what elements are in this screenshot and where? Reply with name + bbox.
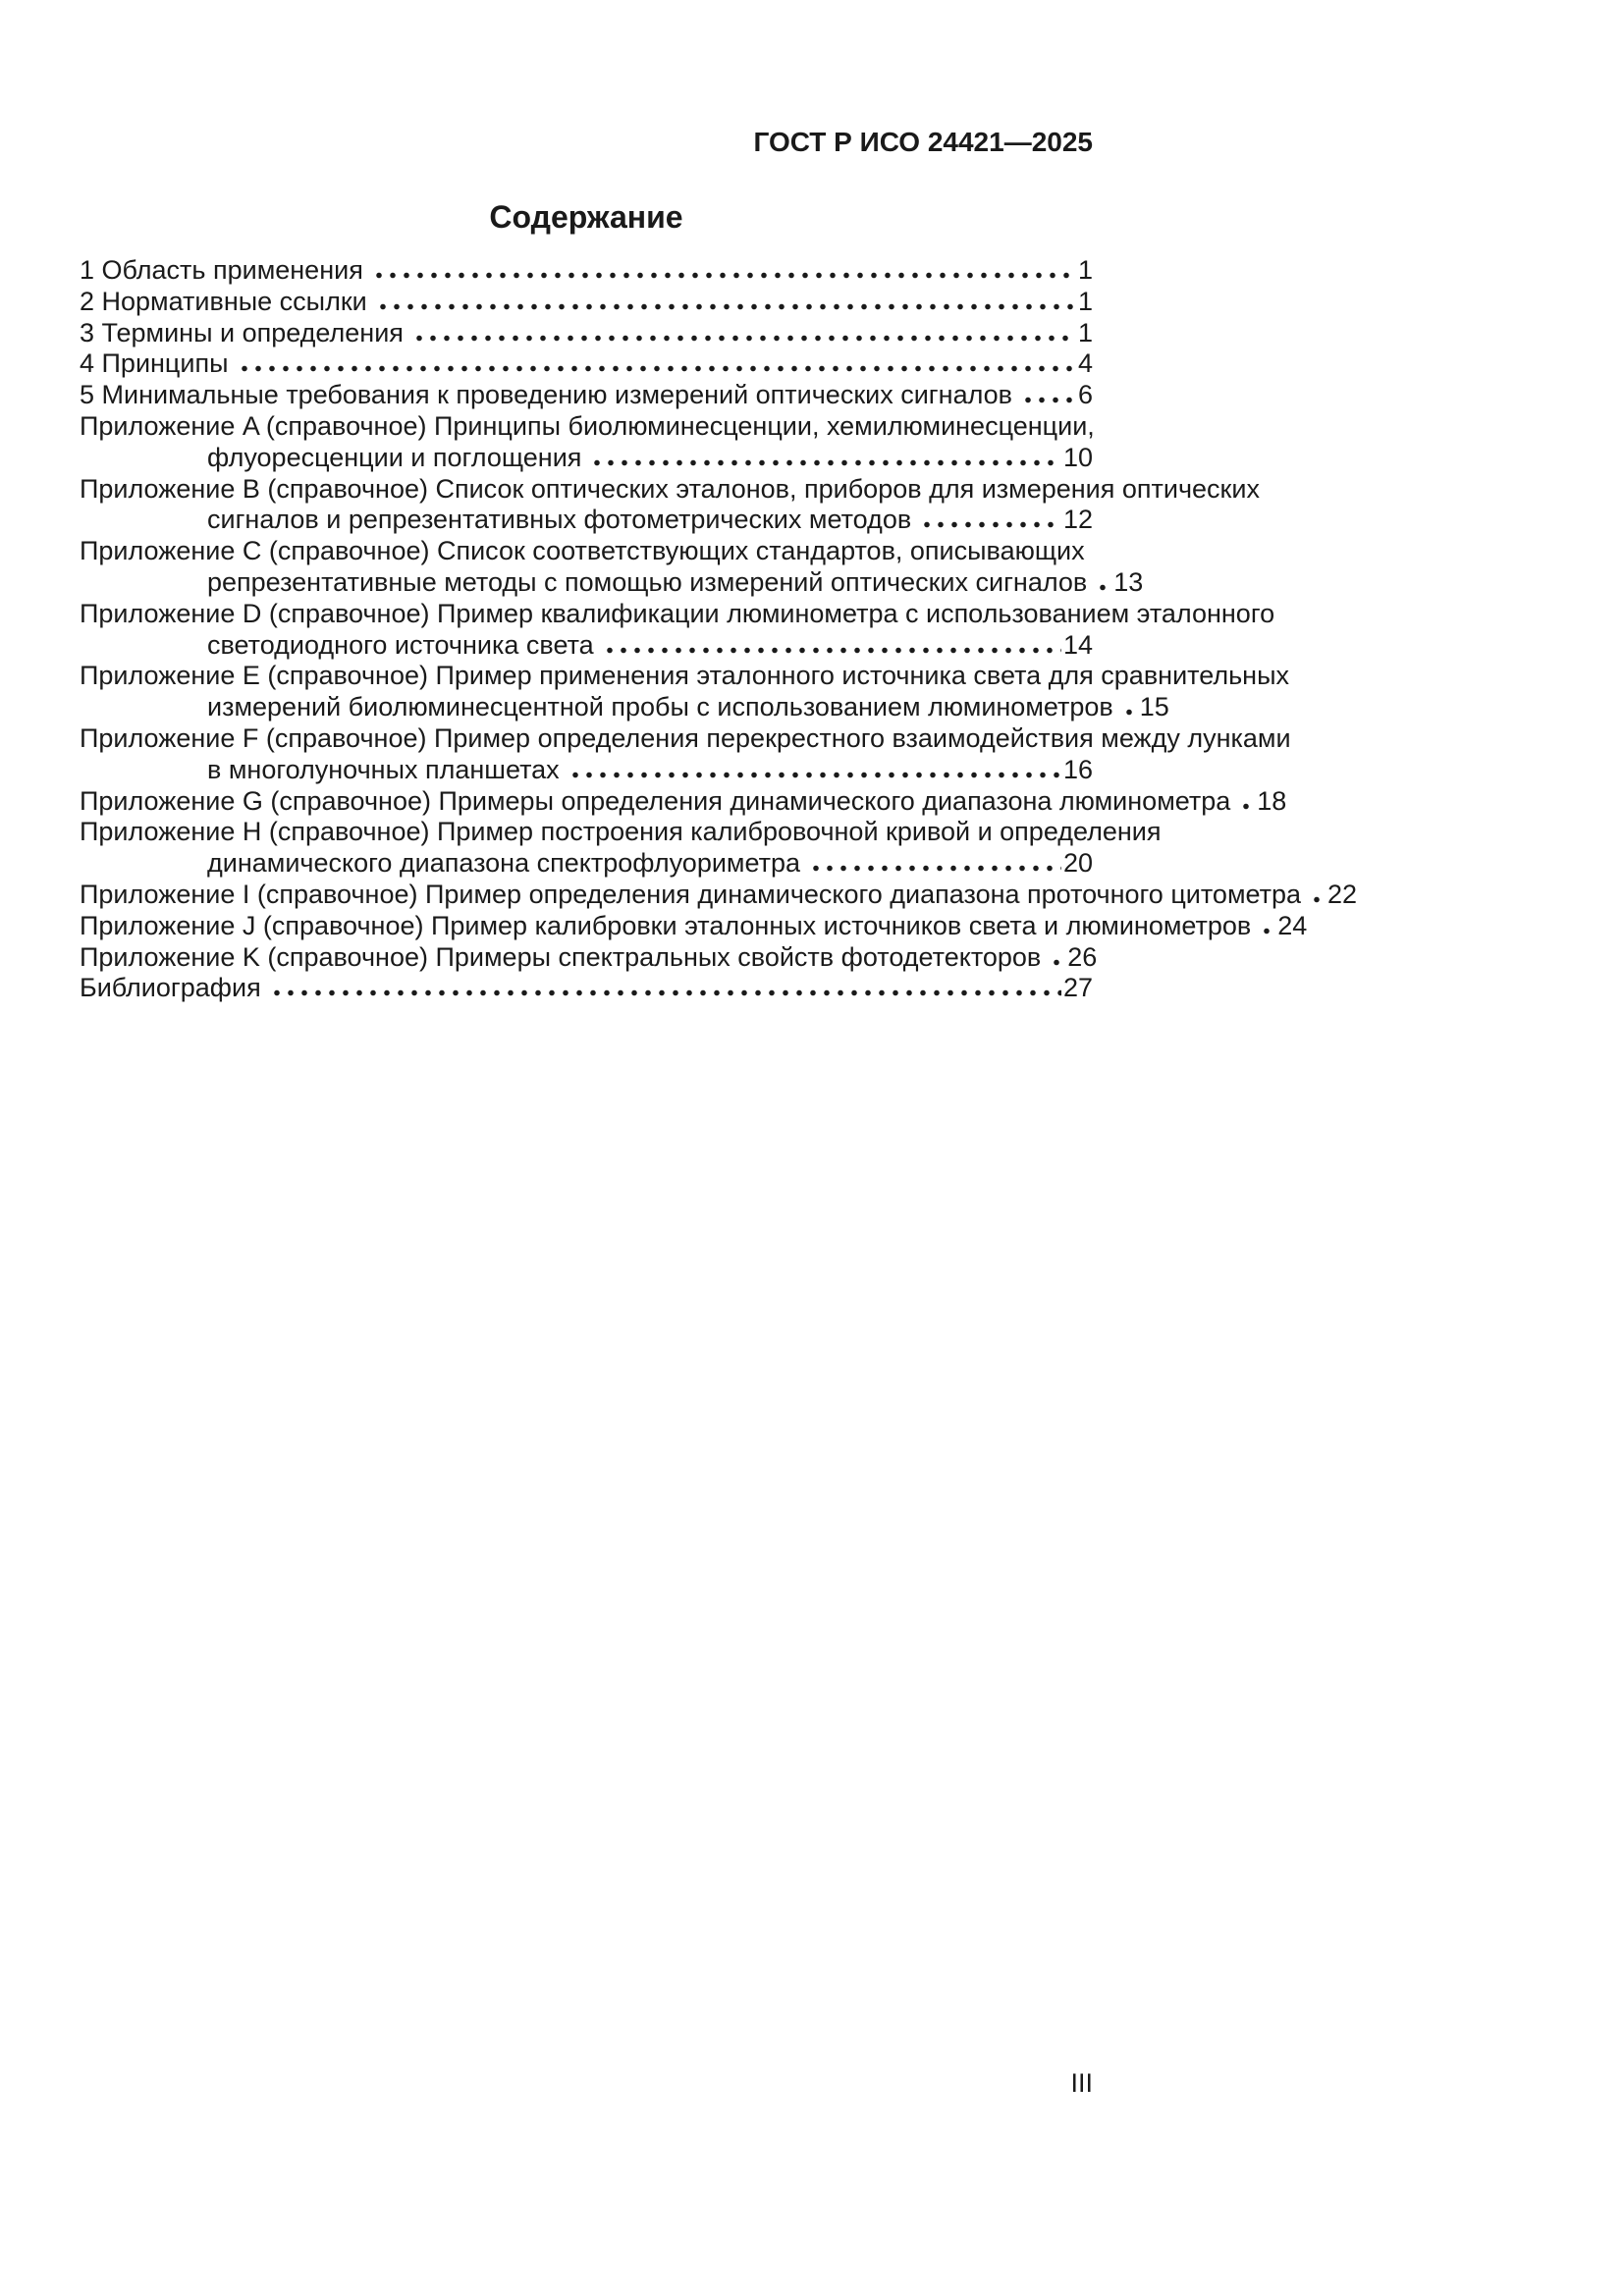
toc-line <box>80 630 1093 662</box>
toc-page-number: 15 <box>1139 692 1169 722</box>
toc-entry-text: Приложение B (справочное) Список оптических эталонов, приборов для измерения оптических <box>80 473 1260 504</box>
toc-entry-text: Приложение I (справочное) Пример определения динамического диапазона проточного цитометра <box>80 879 1302 909</box>
toc-dot-leader <box>1021 397 1076 403</box>
toc-entry-text: 4 Принципы <box>80 348 229 379</box>
toc-line <box>80 785 1287 818</box>
toc-page-number: 24 <box>1277 910 1308 940</box>
toc-entry-text: Приложение D (справочное) Пример квалификации люминометра с использованием эталонного <box>80 598 1275 628</box>
toc-line <box>80 255 1093 287</box>
toc-page-number: 20 <box>1062 848 1093 879</box>
toc-line <box>80 848 1093 880</box>
toc-dot-leader <box>372 272 1076 279</box>
toc-page-number: 27 <box>1062 973 1093 1003</box>
toc-dot-leader <box>270 989 1061 996</box>
toc-entry-text: 1 Область применения <box>80 255 363 285</box>
toc-dot-leader <box>809 865 1061 872</box>
toc-line <box>80 722 1291 755</box>
toc-entry-text: Приложение A (справочное) Принципы биолюминесценции, хемилюминесценции, <box>80 410 1095 441</box>
toc-dot-leader <box>1260 928 1275 934</box>
toc-entry-text: 2 Нормативные ссылки <box>80 286 367 316</box>
toc-line <box>80 536 1093 567</box>
toc-line <box>80 973 1093 1004</box>
toc-line <box>80 380 1093 411</box>
toc-line <box>80 443 1093 474</box>
toc-dot-leader <box>920 521 1061 528</box>
toc-line <box>80 473 1260 506</box>
toc-entry-text: Приложение C (справочное) Список соответствующих стандартов, описывающих <box>80 536 1085 566</box>
toc-dot-leader <box>590 459 1061 466</box>
toc-page-number: 10 <box>1062 442 1093 472</box>
toc-entry-text: Приложение F (справочное) Пример определения перекрестного взаимодействия между лунками <box>80 722 1291 753</box>
page-title: Содержание <box>489 199 683 235</box>
toc-page-number: 13 <box>1113 566 1144 597</box>
toc-page-number: 1 <box>1077 317 1093 347</box>
toc-entry-text: Приложение J (справочное) Пример калибровки эталонных источников света и люминометров <box>80 910 1252 940</box>
toc-line <box>80 910 1308 942</box>
toc-entry-text: светодиодного источника света <box>207 629 594 660</box>
toc-page-number: 1 <box>1077 255 1093 285</box>
toc-page-number: 12 <box>1062 505 1093 535</box>
toc-page-number: 14 <box>1062 629 1093 660</box>
toc-line <box>80 566 1144 599</box>
toc-entry-text: 3 Термины и определения <box>80 317 404 347</box>
folio-page-number: III <box>1070 2068 1093 2098</box>
toc-dot-leader <box>1096 584 1111 591</box>
toc-entry-text: репрезентативные методы с помощью измерений оптических сигналов <box>207 566 1088 597</box>
toc-page-number: 16 <box>1062 754 1093 784</box>
toc-line <box>80 411 1093 443</box>
toc-dot-leader <box>568 772 1061 778</box>
toc-page-number: 26 <box>1067 941 1098 972</box>
toc-page-number: 1 <box>1077 286 1093 316</box>
toc-entry-text: 5 Минимальные требования к проведению измерений оптических сигналов <box>80 380 1012 410</box>
toc-dot-leader <box>376 303 1076 310</box>
document-page <box>80 0 1358 1004</box>
toc-line <box>80 318 1093 349</box>
toc-line <box>80 505 1093 536</box>
document-code-header: ГОСТ Р ИСО 24421—2025 <box>753 127 1093 157</box>
toc-dot-leader <box>412 335 1076 342</box>
toc-entry-text: Приложение G (справочное) Примеры определения динамического диапазона люминометра <box>80 785 1231 816</box>
toc-line <box>80 348 1093 380</box>
toc-entry-text: Библиография <box>80 973 261 1003</box>
toc-dot-leader <box>603 647 1061 654</box>
toc-dot-leader <box>1050 959 1065 966</box>
toc-dot-leader <box>1239 803 1255 810</box>
toc-line <box>80 598 1275 630</box>
toc-dot-leader <box>1122 709 1138 716</box>
toc-entry-text: сигналов и репрезентативных фотометрических методов <box>207 505 912 535</box>
toc-entry-text: в многолуночных планшетах <box>207 754 560 784</box>
toc-line <box>80 879 1358 911</box>
table-of-contents <box>80 255 1358 1004</box>
toc-page-number: 22 <box>1327 879 1358 909</box>
toc-line <box>80 692 1169 723</box>
toc-entry-text: Приложение E (справочное) Пример применения эталонного источника света для сравнительных <box>80 661 1289 691</box>
toc-entry-text: измерений биолюминесцентной пробы с использованием люминометров <box>207 692 1113 722</box>
toc-dot-leader <box>1310 896 1326 903</box>
toc-line <box>80 941 1098 974</box>
toc-dot-leader <box>238 365 1076 372</box>
toc-line <box>80 755 1093 786</box>
toc-page-number: 4 <box>1077 348 1093 379</box>
toc-line <box>80 287 1093 318</box>
toc-entry-text: Приложение K (справочное) Примеры спектральных свойств фотодетекторов <box>80 941 1042 972</box>
toc-line <box>80 817 1162 848</box>
toc-entry-text: динамического диапазона спектрофлуориметра <box>207 848 800 879</box>
toc-entry-text: флуоресценции и поглощения <box>207 442 582 472</box>
toc-page-number: 18 <box>1257 785 1287 816</box>
toc-page-number: 6 <box>1077 380 1093 410</box>
toc-line <box>80 661 1289 692</box>
toc-entry-text: Приложение H (справочное) Пример построения калибровочной кривой и определения <box>80 817 1162 847</box>
